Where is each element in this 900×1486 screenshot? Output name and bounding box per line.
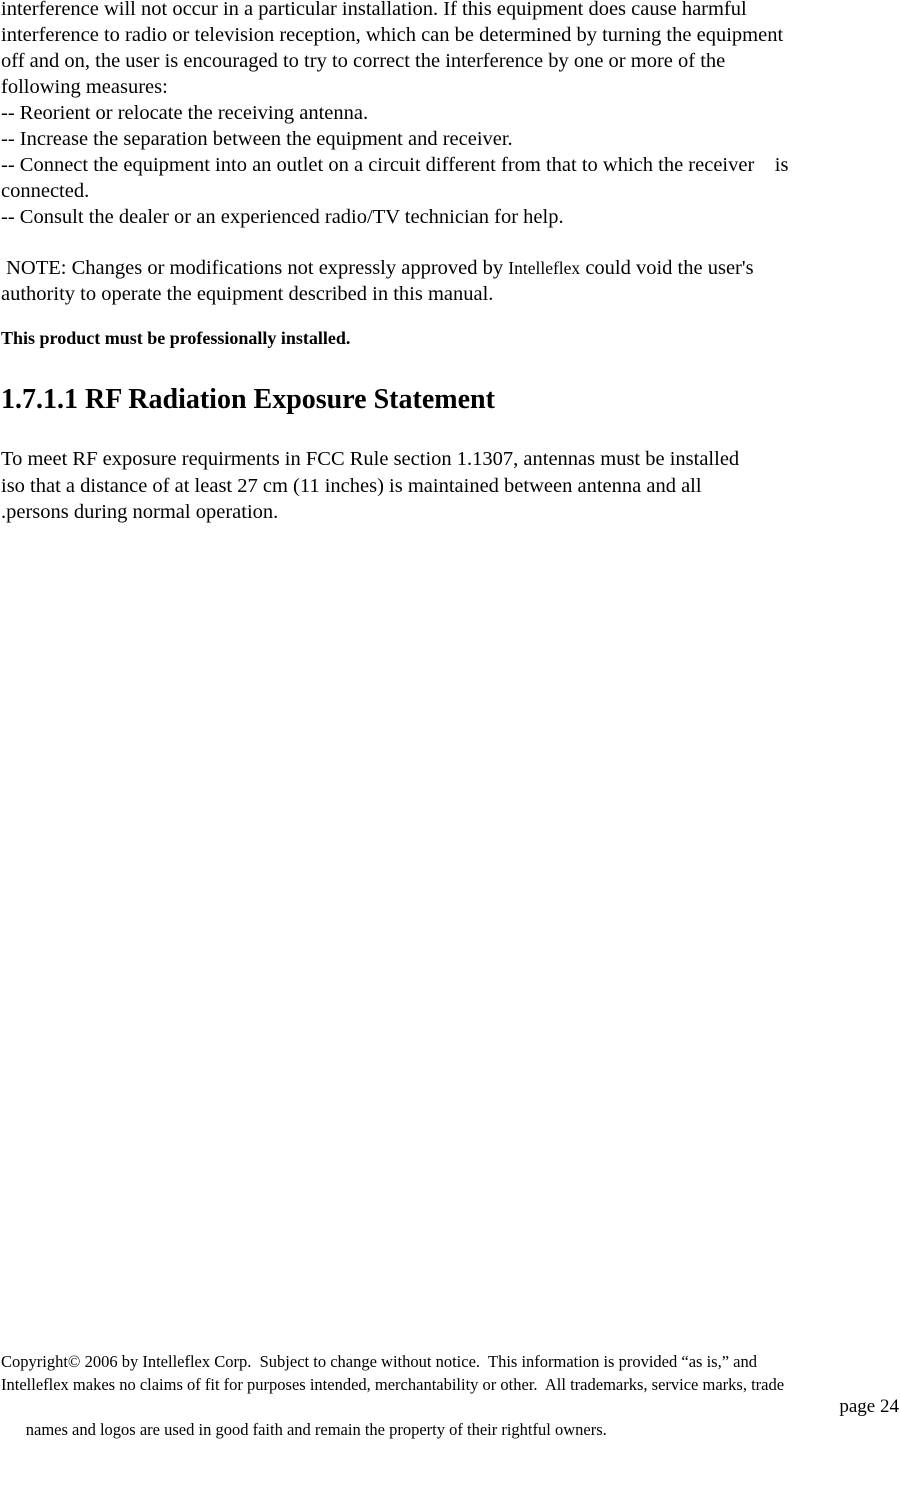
measure-item: -- Consult the dealer or an experienced radio/TV technician for help. [1, 206, 564, 228]
rf-exposure-paragraph [1, 446, 896, 526]
footer-copyright-line: Copyright© 2006 by Intelleflex Corp. Subject to change without notice. This information is provided “as is,” and [1, 1352, 757, 1371]
page-footer [1, 1351, 899, 1486]
measure-item: -- Connect the equipment into an outlet on a circuit different from that to which the receiver is [1, 154, 789, 176]
measure-item: -- Increase the separation between the equipment and receiver. [1, 128, 513, 150]
rf-line: .persons during normal operation. [1, 501, 279, 523]
fcc-interference-text [1, 0, 896, 230]
note-prefix: NOTE: Changes or modifications not expressly approved by [1, 257, 509, 279]
rf-line: iso that a distance of at least 27 cm (11 inches) is maintained between antenna and all [1, 474, 702, 497]
body-line: interference will not occur in a particular installation. If this equipment does cause harmful [1, 0, 747, 20]
brand-name: Intelleflex [508, 258, 581, 278]
measure-item-continuation: connected. [1, 180, 90, 202]
note-paragraph [1, 255, 896, 307]
note-suffix: could void the user's [580, 257, 754, 279]
installation-statement: This product must be professionally installed. [1, 328, 351, 348]
rf-line: To meet RF exposure requirments in FCC Rule section 1.1307, antennas must be installed [1, 448, 740, 470]
note-line-2: authority to operate the equipment described in this manual. [1, 283, 494, 305]
body-line: following measures: [1, 76, 168, 98]
note-line-1 [1, 255, 896, 281]
page-number: page 24 [839, 1396, 899, 1417]
footer-trademark-line: names and logos are used in good faith and remain the property of their rightful owners. [25, 1419, 607, 1439]
footer-disclaimer-line: Intelleflex makes no claims of fit for purposes intended, merchantability or other. All trademarks, service marks, trade [1, 1374, 785, 1394]
measure-item: -- Reorient or relocate the receiving antenna. [1, 102, 369, 124]
section-heading: 1.7.1.1 RF Radiation Exposure Statement [1, 384, 495, 415]
body-line: interference to radio or television reception, which can be determined by turning the equipment [1, 24, 784, 46]
footer-trademark-row [1, 1396, 899, 1486]
body-line: off and on, the user is encouraged to try to correct the interference by one or more of the [1, 50, 726, 72]
